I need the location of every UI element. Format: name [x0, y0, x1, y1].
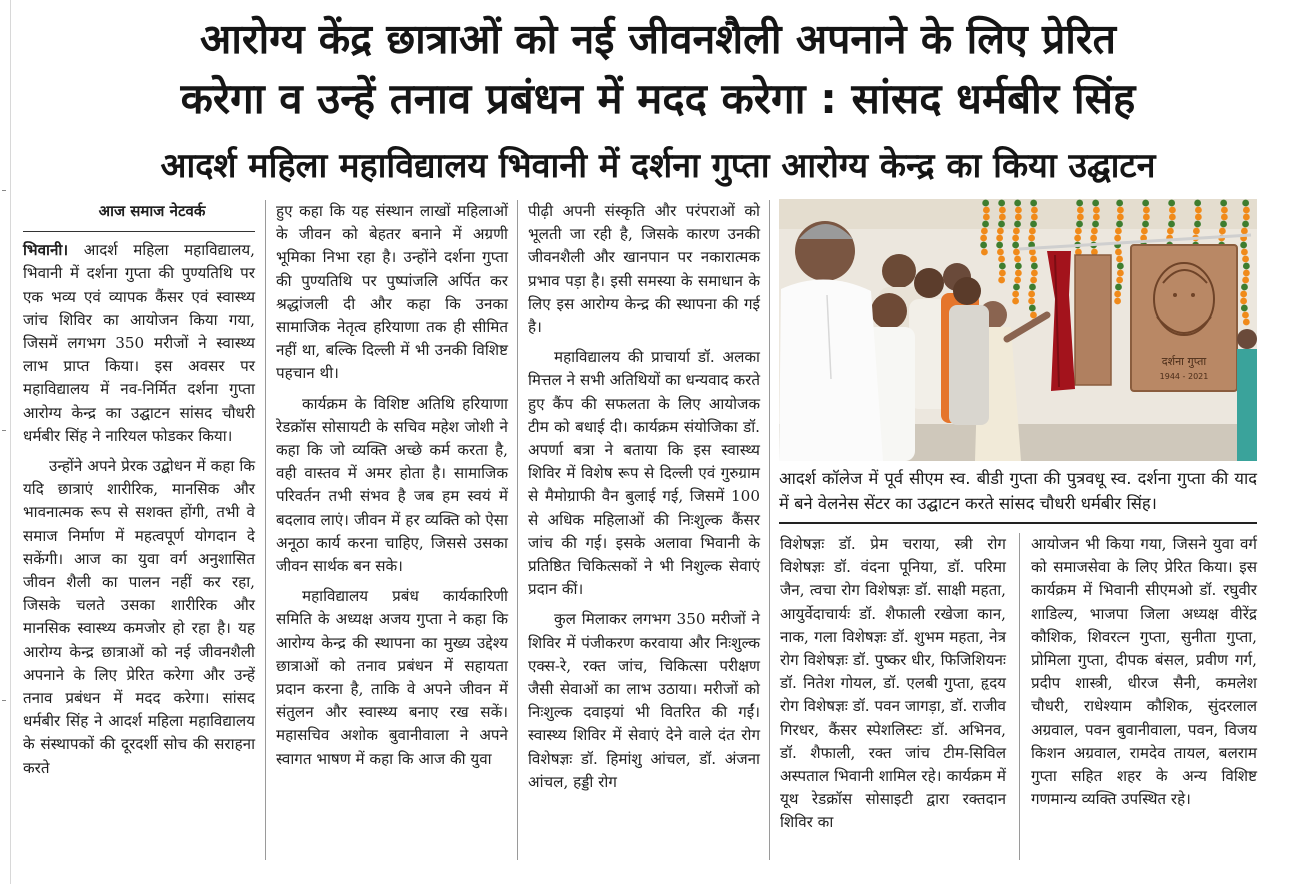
marigold-flower	[1115, 249, 1122, 256]
marigold-flower	[1240, 242, 1247, 249]
marigold-flower	[1114, 235, 1121, 242]
photo-caption: आदर्श कॉलेज में पूर्व सीएम स्व. बीडी गुप्ता की पुत्रवधू स्व. दर्शना गुप्ता की याद में बने वेलनेस सेंटर का उद्घाटन करते सांसद चौधरी धर्मबीर सिंह।	[779, 469, 1257, 513]
marigold-flower	[1030, 200, 1037, 207]
marigold-flower	[1169, 207, 1176, 214]
marigold-flower	[1031, 207, 1038, 214]
marigold-flower	[1116, 221, 1123, 228]
marigold-flower	[1014, 200, 1021, 207]
marigold-flower	[1076, 221, 1083, 228]
marigold-flower	[1241, 305, 1248, 312]
marigold-flower	[1014, 277, 1021, 284]
marigold-flower	[1015, 207, 1022, 214]
marigold-flower	[1093, 214, 1100, 221]
marigold-flower	[1143, 214, 1150, 221]
marigold-flower	[997, 249, 1004, 256]
marigold-flower	[1193, 228, 1200, 235]
marigold-flower	[1114, 298, 1121, 305]
article-column-2	[276, 200, 508, 771]
marigold-flower	[1117, 270, 1124, 277]
marigold-flower	[1031, 263, 1038, 270]
marigold-flower	[1092, 200, 1099, 207]
marigold-flower	[1116, 200, 1123, 207]
marigold-flower	[1241, 284, 1248, 291]
marigold-flower	[1143, 207, 1150, 214]
marigold-flower	[1014, 256, 1021, 263]
marigold-flower	[1243, 263, 1250, 270]
crop-mark	[2, 190, 6, 191]
article-column-3	[528, 200, 760, 794]
marigold-flower	[1242, 312, 1249, 319]
article-column-4	[780, 533, 1006, 835]
marigold-flower	[980, 242, 987, 249]
article-column-5	[1031, 533, 1257, 811]
marigold-flower	[983, 214, 990, 221]
news-photo	[779, 199, 1257, 461]
marigold-flower	[1012, 298, 1019, 305]
article-paragraph: कुल मिलाकर लगभग 350 मरीजों ने शिविर में पंजीकरण करवाया और निःशुल्क एक्स-रे, रक्त जांच, चिकित्सा परीक्षण जैसी सेवाओं का लाभ उठाया। मरीजों को निःशुल्क दवाइयां भी वितरित की गईं। स्वास्थ्य शिविर में सेवाएं देने वाले दंत रोग विशेषज्ञः डॉ. हिमांशु आंचल, डॉ. अंजना आंचल, हड्डी रोग	[528, 610, 760, 791]
marigold-flower	[1075, 228, 1082, 235]
marigold-flower	[1117, 263, 1124, 270]
crop-mark	[2, 430, 6, 431]
crop-mark	[2, 700, 6, 701]
marigold-flower	[1030, 221, 1037, 228]
marigold-flower	[996, 242, 1003, 249]
marigold-flower	[1015, 214, 1022, 221]
marigold-flower	[1029, 228, 1036, 235]
marigold-flower	[1167, 228, 1174, 235]
plaque-name: दर्शना गुप्ता	[1161, 355, 1207, 368]
marigold-flower	[999, 207, 1006, 214]
marigold-flower	[1013, 249, 1020, 256]
dateline: भिवानी।	[23, 241, 69, 260]
marigold-flower	[1015, 263, 1022, 270]
article-paragraph: महाविद्यालय प्रबंध कार्यकारिणी समिति के अध्यक्ष अजय गुप्ता ने कहा कि आरोग्य केन्द्र की स्थापना का मुख्य उद्देश्य छात्राओं को तनाव प्रबंधन में सहायता प्रदान करना है, ताकि वे अपने जीवन में संतुलन और स्वास्थ्य बनाए रख सकें। महासचिव अशोक बुवानीवाला ने अपने स्वागत भाषण में कहा कि आज की युवा	[276, 587, 508, 768]
marigold-flower	[1115, 284, 1122, 291]
marigold-flower	[1243, 270, 1250, 277]
marigold-flower	[1076, 200, 1083, 207]
marigold-flower	[1240, 291, 1247, 298]
article-paragraph: कार्यक्रम के विशिष्ट अतिथि हरियाणा रेडक्रॉस सोसायटी के सचिव महेश जोशी ने कहा कि जो व्यक्ति अच्छे कर्म करता है, वही वास्तव में अमर होता है। सामाजिक परिवर्तन तभी संभव है जब हम स्वयं में बदलाव लाएं। जीवन में हर व्यक्ति को ऐसा अनूठा कार्य करना चाहिए, जिससे उसका जीवन सार्थक बन सके।	[276, 394, 508, 576]
marigold-flower	[1117, 207, 1124, 214]
marigold-flower	[1028, 291, 1035, 298]
column-rule	[1019, 533, 1020, 860]
marigold-flower	[996, 235, 1003, 242]
marigold-flower	[982, 221, 989, 228]
marigold-flower	[1221, 207, 1228, 214]
marigold-flower	[1194, 221, 1201, 228]
marigold-flower	[998, 256, 1005, 263]
byline: आज समाज नेटवर्क	[23, 200, 255, 232]
marigold-flower	[999, 214, 1006, 221]
marigold-flower	[1142, 221, 1149, 228]
marigold-flower	[1168, 200, 1175, 207]
marigold-flower	[1141, 228, 1148, 235]
marigold-flower	[1242, 256, 1249, 263]
marigold-flower	[1221, 214, 1228, 221]
marigold-flower	[1116, 277, 1123, 284]
marigold-flower	[1093, 207, 1100, 214]
marigold-flower	[1195, 207, 1202, 214]
marigold-flower	[1194, 200, 1201, 207]
marigold-flower	[1242, 221, 1249, 228]
marigold-flower	[1013, 228, 1020, 235]
marigold-flower	[1243, 319, 1250, 326]
marigold-flower	[1012, 242, 1019, 249]
marigold-flower	[1030, 312, 1037, 319]
marigold-flower	[1243, 214, 1250, 221]
marigold-flower	[1219, 228, 1226, 235]
marigold-flower	[1015, 270, 1022, 277]
marigold-flower	[1029, 284, 1036, 291]
article-column-1	[23, 200, 255, 780]
marigold-flower	[1031, 270, 1038, 277]
marigold-flower	[1243, 207, 1250, 214]
marigold-flower	[1028, 298, 1035, 305]
marigold-flower	[1077, 214, 1084, 221]
marigold-flower	[1242, 200, 1249, 207]
article-paragraph: विशेषज्ञः डॉ. प्रेम चराया, स्त्री रोग विशेषज्ञः डॉ. वंदना पूनिया, डॉ. परिमा जैन, त्वचा रोग विशेषज्ञः डॉ. साक्षी महता, आयुर्वेदाचार्यः डॉ. शैफाली रखेजा कान, नाक, गला विशेषज्ञः डॉ. शुभम महता, नेत्र रोग विशेषज्ञः डॉ. पुष्कर धीर, फिजिशियनः डॉ. नितेश गोयल, डॉ. एलबी गुप्ता, हृदय रोग विशेषज्ञः डॉ. पवन जागड़ा, डॉ. राजीव गिरधर, कैंसर स्पेशलिस्टः डॉ. अभिनव, डॉ. शैफाली, रक्त जांच टीम-सिविल अस्पताल भिवानी शामिल रहे। कार्यक्रम में यूथ रेडक्रॉस सोसाइटी द्वारा रक्तदान शिविर का	[780, 535, 1006, 832]
article-paragraph: पीढ़ी अपनी संस्कृति और परंपराओं को भूलती जा रही है, जिसके कारण उनकी जीवनशैली और खानपान पर नकारात्मक प्रभाव पड़ा है। इसी समस्या के समाधान के लिए इस आरोग्य केन्द्र की स्थापना की गई है।	[528, 202, 760, 337]
marigold-flower	[980, 235, 987, 242]
marigold-flower	[1091, 228, 1098, 235]
marigold-flower	[1030, 256, 1037, 263]
plaque	[1131, 245, 1237, 391]
marigold-flower	[1031, 214, 1038, 221]
marigold-flower	[1029, 305, 1036, 312]
caption-rule	[779, 522, 1257, 524]
marigold-flower	[997, 228, 1004, 235]
marigold-flower	[1092, 221, 1099, 228]
marigold-flower	[1012, 235, 1019, 242]
marigold-flower	[1014, 221, 1021, 228]
marigold-flower	[1090, 235, 1097, 242]
marigold-flower	[1074, 235, 1081, 242]
marigold-flower	[999, 263, 1006, 270]
marigold-flower	[1116, 256, 1123, 263]
marigold-flower	[998, 200, 1005, 207]
column-rule	[769, 200, 770, 860]
marigold-flower	[1030, 277, 1037, 284]
column-rule	[265, 200, 266, 860]
article-paragraph	[23, 239, 255, 448]
article-paragraph: उन्होंने अपने प्रेरक उद्बोधन में कहा कि यदि छात्राएं शारीरिक, मानसिक और भावनात्मक रूप से सशक्त होंगी, तभी वे समाज निर्माण में महत्वपूर्ण योगदान दे सकेंगी। आज का युवा वर्ग अनुशासित जीवन शैली का पालन नहीं कर रहा, जिसके चलते उसका शारीरिक और मानसिक स्वास्थ्य कमजोर हो रहा है। यह आरोग्य केन्द्र छात्राओं को नई जीवनशैली अपनाने के लिए प्रेरित करेगा और उन्हें तनाव प्रबंधन में मदद करेगा। सांसद धर्मबीर सिंह ने आदर्श महिला महाविद्यालय के संस्थापकों की दूरदर्शी सोच की सराहना करते	[23, 457, 255, 777]
marigold-flower	[999, 270, 1006, 277]
marigold-flower	[1012, 291, 1019, 298]
marigold-flower	[1117, 214, 1124, 221]
headline-line-1: आरोग्य केंद्र छात्राओं को नई जीवनशैली अपनाने के लिए प्रेरित	[199, 15, 1117, 63]
article-paragraph: महाविद्यालय की प्राचार्या डॉ. अलका मित्तल ने सभी अतिथियों का धन्यवाद करते हुए कैंप की सफलता के लिए आयोजक टीम को बधाई दी। कार्यक्रम संयोजिका डॉ. अपर्णा बत्रा ने बताया कि इस स्वास्थ्य शिविर में विशेष रूप से दिल्ली एवं गुरुग्राम से मैमोग्राफी वैन बुलाई गई, जिसमें 100 से अधिक महिलाओं की निःशुल्क कैंसर जांच की गई। इसके अलावा भिवानी के प्रतिष्ठित चिकित्सकों ने भी निशुल्क सेवाएं प्रदान कीं।	[528, 348, 760, 599]
marigold-flower	[1077, 207, 1084, 214]
marigold-flower	[1169, 214, 1176, 221]
marigold-flower	[983, 207, 990, 214]
marigold-flower	[1240, 298, 1247, 305]
plaque-years: 1944 - 2021	[1159, 372, 1209, 381]
photo-illustration	[779, 199, 1257, 461]
marigold-flower	[1220, 200, 1227, 207]
marigold-flower	[1242, 277, 1249, 284]
marigold-flower	[1241, 228, 1248, 235]
marigold-flower	[981, 228, 988, 235]
marigold-flower	[1013, 284, 1020, 291]
marigold-flower	[1220, 221, 1227, 228]
headline-line-2: करेगा व उन्हें तनाव प्रबंधन में मदद करेगा : सांसद धर्मबीर सिंह	[180, 74, 1136, 123]
marigold-flower	[998, 277, 1005, 284]
marigold-flower	[1241, 249, 1248, 256]
marigold-flower	[1168, 221, 1175, 228]
marigold-flower	[1142, 200, 1149, 207]
column-rule	[517, 200, 518, 860]
article-paragraph: आयोजन भी किया गया, जिसने युवा वर्ग को समाजसेवा के लिए प्रेरित किया। इस कार्यक्रम में भिवानी सीएमओ डॉ. रघुवीर शाडिल्य, भाजपा जिला अध्यक्ष वीरेंद्र कौशिक, शिवरत्न गुप्ता, सुनीता गुप्ता, प्रोमिला गुप्ता, दीपक बंसल, प्रवीण गर्ग, प्रदीप शास्त्री, धीरज सैनी, कमलेश चौधरी, राधेश्याम कौशिक, सुंदरलाल अग्रवाल, पवन बुवानीवाला, पवन, विजय किशन अग्रवाल, रामदेव तायल, बलराम गुप्ता सहित शहर के अन्य विशिष्ट गणमान्य व्यक्ति उपस्थित रहे।	[1031, 535, 1257, 809]
marigold-flower	[1114, 291, 1121, 298]
marigold-flower	[998, 221, 1005, 228]
paragraph-text: आदर्श महिला महाविद्यालय, भिवानी में दर्शना गुप्ता की पुण्यतिथि पर एक भव्य एवं व्यापक कैंसर एवं स्वास्थ्य जांच शिविर का आयोजन किया गया, जिसमें लगभग 350 मरीजों ने स्वास्थ्य लाभ प्राप्त किया। इस अवसर पर महाविद्यालय में नव-निर्मित दर्शना गुप्ता आरोग्य केन्द्र का उद्घाटन सांसद चौधरी धर्मबीर सिंह ने नारियल फोडकर किया।	[23, 241, 255, 445]
marigold-flower	[982, 200, 989, 207]
page-edge-rule	[10, 0, 11, 884]
marigold-flower	[1195, 214, 1202, 221]
marigold-flower	[1115, 228, 1122, 235]
subheadline: आदर्श महिला महाविद्यालय भिवानी में दर्शना गुप्ता आरोग्य केन्द्र का किया उद्घाटन	[160, 146, 1156, 186]
marigold-flower	[981, 249, 988, 256]
article-paragraph: हुए कहा कि यह संस्थान लाखों महिलाओं के जीवन को बेहतर बनाने में अग्रणी भूमिका निभा रहा है। उन्होंने दर्शना गुप्ता की पुण्यतिथि पर पुष्पांजलि अर्पित कर श्रद्धांजली दी और कहा कि उनका सामाजिक नेतृत्व हरियाणा तक ही सीमित नहीं था, बल्कि दिल्ली में भी उनकी विशिष्ट पहचान थी।	[276, 202, 508, 383]
marigold-flower	[1028, 235, 1035, 242]
